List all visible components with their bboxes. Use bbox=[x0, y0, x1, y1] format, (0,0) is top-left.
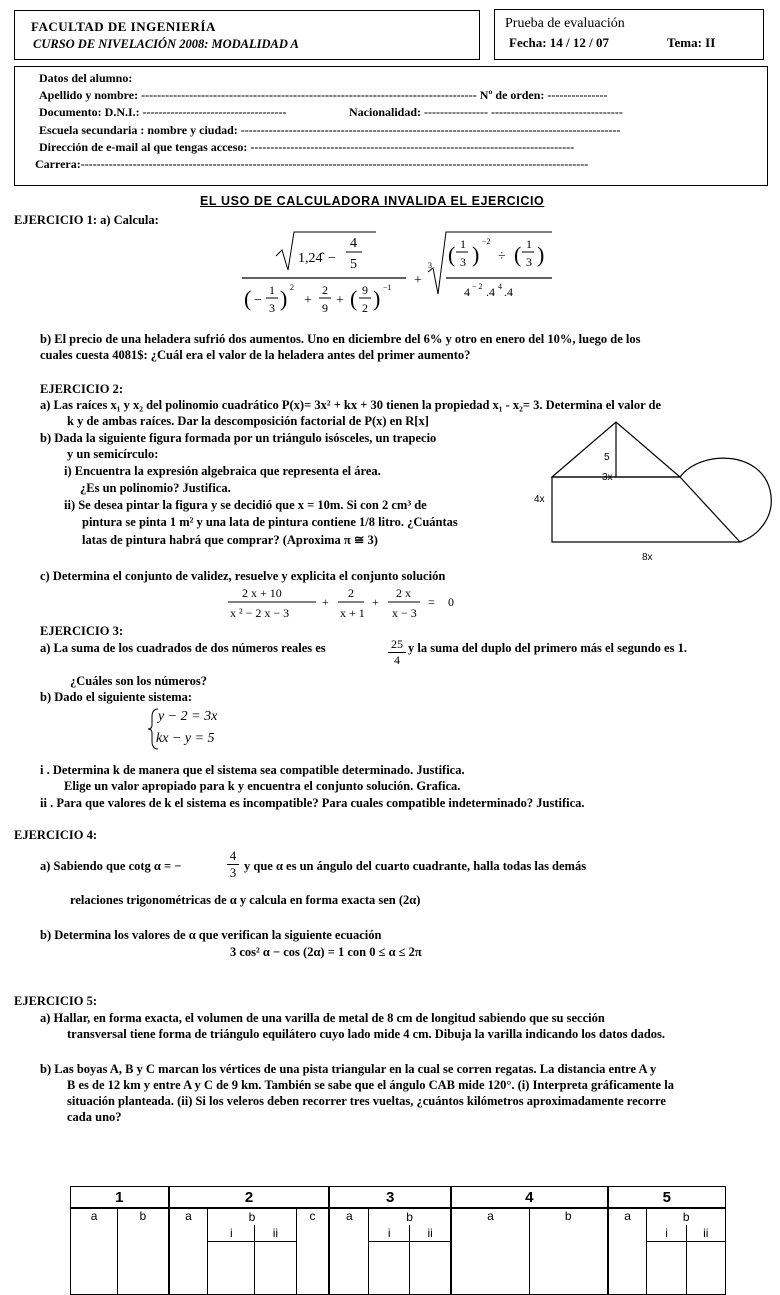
svg-text:1: 1 bbox=[269, 283, 275, 297]
ej3-i-line2: Elige un valor apropiado para k y encuentra el conjunto solución. Grafica. bbox=[64, 779, 461, 793]
ej3-ii-line1: ii . Para que valores de k el sistema es incompatible? Para cuales compatible indeterminado? Justifica. bbox=[40, 796, 585, 810]
ej4-frac-num: 4 bbox=[227, 848, 239, 865]
grid-cell[interactable] bbox=[208, 1242, 255, 1295]
svg-text:0: 0 bbox=[448, 595, 454, 609]
grid-header-4: 4 bbox=[451, 1187, 608, 1209]
svg-text:−: − bbox=[254, 293, 262, 308]
ej2-c-equation bbox=[226, 584, 486, 624]
svg-text:=: = bbox=[428, 595, 435, 609]
grid-cell[interactable] bbox=[686, 1242, 725, 1295]
svg-text:2: 2 bbox=[348, 586, 354, 600]
ej5-b-line2: B es de 12 km y entre A y C de 9 km. También se sabe que el ángulo CAB mide 120°. (i) Interpreta gráficamente la bbox=[67, 1078, 674, 1092]
svg-text:−1: −1 bbox=[383, 283, 392, 292]
svg-text:x − 3: x − 3 bbox=[392, 606, 417, 620]
svg-text:): ) bbox=[537, 242, 545, 267]
svg-text:3: 3 bbox=[428, 261, 432, 270]
ej1-formula bbox=[236, 228, 566, 328]
svg-text:1: 1 bbox=[460, 237, 466, 251]
svg-text:+: + bbox=[322, 595, 329, 609]
svg-text:−: − bbox=[328, 251, 336, 266]
svg-text:9: 9 bbox=[362, 283, 368, 297]
exam-date: Fecha: 14 / 12 / 07 bbox=[509, 35, 610, 50]
ej2-a-line2: k y de ambas raíces. Dar la descomposición factorial de P(x) en R[x] bbox=[67, 414, 429, 428]
student-data-box bbox=[14, 66, 768, 186]
svg-text:5: 5 bbox=[350, 257, 357, 272]
ej5-title: EJERCICIO 5: bbox=[14, 994, 97, 1008]
svg-text:+: + bbox=[414, 273, 422, 288]
svg-text:x + 1: x + 1 bbox=[340, 606, 365, 620]
ej5-a-line1: a) Hallar, en forma exacta, el volumen de una varilla de metal de 8 cm de longitud sabiendo que su sección bbox=[40, 1011, 605, 1025]
svg-text:2 x + 10: 2 x + 10 bbox=[242, 586, 282, 600]
svg-text:+: + bbox=[336, 293, 344, 308]
ej2-bii-line2: pintura se pinta 1 m² y una lata de pintura contiene 1/8 litro. ¿Cuántas bbox=[82, 515, 458, 529]
grid-roman-3ii: ii bbox=[410, 1225, 451, 1242]
ej3-frac-num: 25 bbox=[388, 637, 406, 653]
svg-text:3: 3 bbox=[460, 255, 466, 269]
grid-sub-5a: a bbox=[608, 1208, 647, 1295]
ej3-eq2: kx − y = 5 bbox=[156, 731, 215, 746]
svg-text:(: ( bbox=[350, 286, 358, 311]
ej1-b-line1: b) El precio de una heladera sufrió dos aumentos. Uno en diciembre del 6% y otro en enero del 10%, luego de los bbox=[40, 332, 641, 346]
ej4-b-line2: 3 cos² α − cos (2α) = 1 con 0 ≤ α ≤ 2π bbox=[230, 945, 422, 959]
email-field[interactable]: Dirección de e-mail al que tengas acceso: --------------------------------------------------------------------------------- bbox=[39, 140, 575, 154]
ej3-b-title: b) Dado el siguiente sistema: bbox=[40, 690, 193, 704]
svg-text:2: 2 bbox=[362, 301, 368, 315]
ej4-a-line2: y que α es un ángulo del cuarto cuadrante, halla todas las demás bbox=[244, 859, 587, 873]
svg-text:(: ( bbox=[244, 286, 252, 311]
grid-roman-2i: i bbox=[208, 1225, 255, 1242]
calculator-warning: EL USO DE CALCULADORA INVALIDA EL EJERCICIO bbox=[200, 194, 545, 208]
svg-text:): ) bbox=[280, 286, 288, 311]
grid-cell[interactable] bbox=[369, 1242, 410, 1295]
svg-text:3: 3 bbox=[269, 301, 275, 315]
grid-sub-5b: b bbox=[647, 1208, 726, 1225]
ej5-a-line2: transversal tiene forma de triángulo equilátero cuyo lado mide 4 cm. Dibuja la varilla indicando los datos dados. bbox=[67, 1027, 666, 1041]
svg-text:+: + bbox=[304, 293, 312, 308]
student-data-title: Datos del alumno: bbox=[39, 71, 133, 85]
ej3-eq1: y − 2 = 3x bbox=[158, 709, 218, 724]
ej2-bii-line1: ii) Se desea pintar la figura y se decidió que x = 10m. Si con 2 cm³ de bbox=[64, 498, 427, 512]
ej2-b-line2: y un semicírculo: bbox=[67, 447, 159, 461]
ej3-a-line1: a) La suma de los cuadrados de dos números reales es bbox=[40, 641, 326, 655]
grid-sub-1a: a bbox=[71, 1208, 118, 1295]
exam-box bbox=[494, 9, 764, 60]
ej2-title: EJERCICIO 2: bbox=[40, 382, 123, 396]
ej2-a-line1: a) Las raíces x₁ y x₂ del polinomio cuadrático P(x)= 3x² + kx + 30 tienen la propiedad x₁ - x₂= 3. Determina el valor de bbox=[40, 398, 662, 412]
school-field[interactable]: Escuela secundaria : nombre y ciudad: ----------------------------------------------------------------------------------------------- bbox=[39, 123, 621, 137]
ej2-bi-line1: i) Encuentra la expresión algebraica que representa el área. bbox=[64, 464, 381, 478]
ej4-a-line3: relaciones trigonométricas de α y calcula en forma exacta sen (2α) bbox=[70, 893, 421, 907]
grid-sub-2b: b bbox=[208, 1208, 296, 1225]
svg-text:4: 4 bbox=[350, 236, 357, 251]
grid-header-5: 5 bbox=[608, 1187, 726, 1209]
ej2-c-text: c) Determina el conjunto de validez, resuelve y explicita el conjunto solución bbox=[40, 569, 446, 583]
grid-sub-2c: c bbox=[296, 1208, 329, 1295]
ej5-b-line4: cada uno? bbox=[67, 1110, 122, 1124]
grid-roman-3i: i bbox=[369, 1225, 410, 1242]
svg-text:): ) bbox=[373, 286, 381, 311]
svg-text:4: 4 bbox=[464, 285, 470, 299]
svg-text:+: + bbox=[372, 595, 379, 609]
svg-text:): ) bbox=[472, 242, 480, 267]
grid-cell[interactable] bbox=[647, 1242, 686, 1295]
svg-text:2: 2 bbox=[290, 283, 294, 292]
svg-text:1: 1 bbox=[526, 237, 532, 251]
svg-text:.4: .4 bbox=[504, 285, 513, 299]
svg-text:9: 9 bbox=[322, 301, 328, 315]
grading-table bbox=[70, 1186, 726, 1295]
ej5-b-line3: situación planteada. (ii) Si los veleros deben recorrer tres vueltas, ¿cuántos kilómetros aproximadamente recorre bbox=[67, 1094, 666, 1108]
ej4-b-line1: b) Determina los valores de α que verifican la siguiente ecuación bbox=[40, 928, 382, 942]
grid-cell[interactable] bbox=[410, 1242, 451, 1295]
ej4-a-fraction bbox=[227, 848, 239, 881]
svg-text:x ² − 2 x − 3: x ² − 2 x − 3 bbox=[230, 606, 290, 620]
svg-text:2: 2 bbox=[322, 283, 328, 297]
fig-label-8x: 8x bbox=[642, 552, 653, 563]
grid-header-1: 1 bbox=[71, 1187, 169, 1209]
name-field[interactable]: Apellido y nombre: ------------------------------------------------------------------------------------ Nº de orden: --------------- bbox=[39, 88, 608, 102]
grid-sub-2a: a bbox=[169, 1208, 208, 1295]
grid-sub-4a: a bbox=[451, 1208, 529, 1295]
ej3-a-fraction bbox=[388, 637, 406, 668]
grid-sub-4b: b bbox=[529, 1208, 607, 1295]
grid-cell[interactable] bbox=[255, 1242, 296, 1295]
svg-text:.4: .4 bbox=[486, 285, 495, 299]
svg-text:1,24̂: 1,24̂ bbox=[298, 251, 323, 266]
grid-header-2: 2 bbox=[169, 1187, 330, 1209]
grid-sub-3a: a bbox=[329, 1208, 368, 1295]
svg-text:3: 3 bbox=[526, 255, 532, 269]
grid-roman-5i: i bbox=[647, 1225, 686, 1242]
fig-label-3x: 3x bbox=[602, 472, 613, 483]
ej3-a-line3: ¿Cuáles son los números? bbox=[70, 674, 207, 688]
faculty-box bbox=[14, 10, 480, 60]
svg-text:4: 4 bbox=[498, 282, 502, 291]
ej3-title: EJERCICIO 3: bbox=[40, 624, 123, 638]
ej2-figure bbox=[530, 420, 776, 570]
svg-text:2 x: 2 x bbox=[396, 586, 411, 600]
career-field[interactable]: Carrera:------------------------------------------------------------------------------------------------------------------------------- bbox=[35, 157, 589, 171]
fig-label-4x: 4x bbox=[534, 494, 545, 505]
nationality-field[interactable]: Nacionalidad: ---------------- --------------------------------- bbox=[349, 105, 623, 119]
ej1-b-line2: cuales cuesta 4081$: ¿Cuál era el valor de la heladera antes del primer aumento? bbox=[40, 348, 471, 362]
grid-sub-1b: b bbox=[118, 1208, 169, 1295]
dni-field[interactable]: Documento: D.N.I.: ------------------------------------ bbox=[39, 105, 287, 119]
svg-text:− 2: − 2 bbox=[472, 282, 483, 291]
ej4-title: EJERCICIO 4: bbox=[14, 828, 97, 842]
ej4-frac-den: 3 bbox=[229, 865, 237, 880]
course-name: CURSO DE NIVELACIÓN 2008: MODALIDAD A bbox=[33, 37, 299, 51]
ej2-bii-line3: latas de pintura habrá que comprar? (Aproxima π ≅ 3) bbox=[82, 533, 378, 547]
ej1-title: EJERCICIO 1: a) Calcula: bbox=[14, 213, 159, 227]
ej3-a-line2: y la suma del duplo del primero más el segundo es 1. bbox=[408, 641, 687, 655]
svg-text:−2: −2 bbox=[482, 237, 491, 246]
grid-header-3: 3 bbox=[329, 1187, 451, 1209]
exam-topic: Tema: II bbox=[667, 35, 716, 50]
svg-text:(: ( bbox=[514, 242, 522, 267]
ej5-b-line1: b) Las boyas A, B y C marcan los vértices de una pista triangular en la cual se corren regatas. La distancia entre A y bbox=[40, 1062, 657, 1076]
svg-text:÷: ÷ bbox=[498, 249, 506, 264]
grid-roman-2ii: ii bbox=[255, 1225, 296, 1242]
fig-label-5: 5 bbox=[604, 452, 610, 463]
faculty-name: FACULTAD DE INGENIERÍA bbox=[31, 19, 216, 34]
ej3-frac-den: 4 bbox=[394, 653, 400, 667]
ej2-b-line1: b) Dada la siguiente figura formada por un triángulo isósceles, un trapecio bbox=[40, 431, 437, 445]
ej2-bi-line2: ¿Es un polinomio? Justifica. bbox=[80, 481, 231, 495]
ej3-i-line1: i . Determina k de manera que el sistema sea compatible determinado. Justifica. bbox=[40, 763, 465, 777]
ej4-a-line1: a) Sabiendo que cotg α = − bbox=[40, 859, 182, 873]
exam-title: Prueba de evaluación bbox=[505, 16, 625, 31]
grid-roman-5ii: ii bbox=[686, 1225, 725, 1242]
grid-sub-3b: b bbox=[369, 1208, 451, 1225]
svg-text:(: ( bbox=[448, 242, 456, 267]
